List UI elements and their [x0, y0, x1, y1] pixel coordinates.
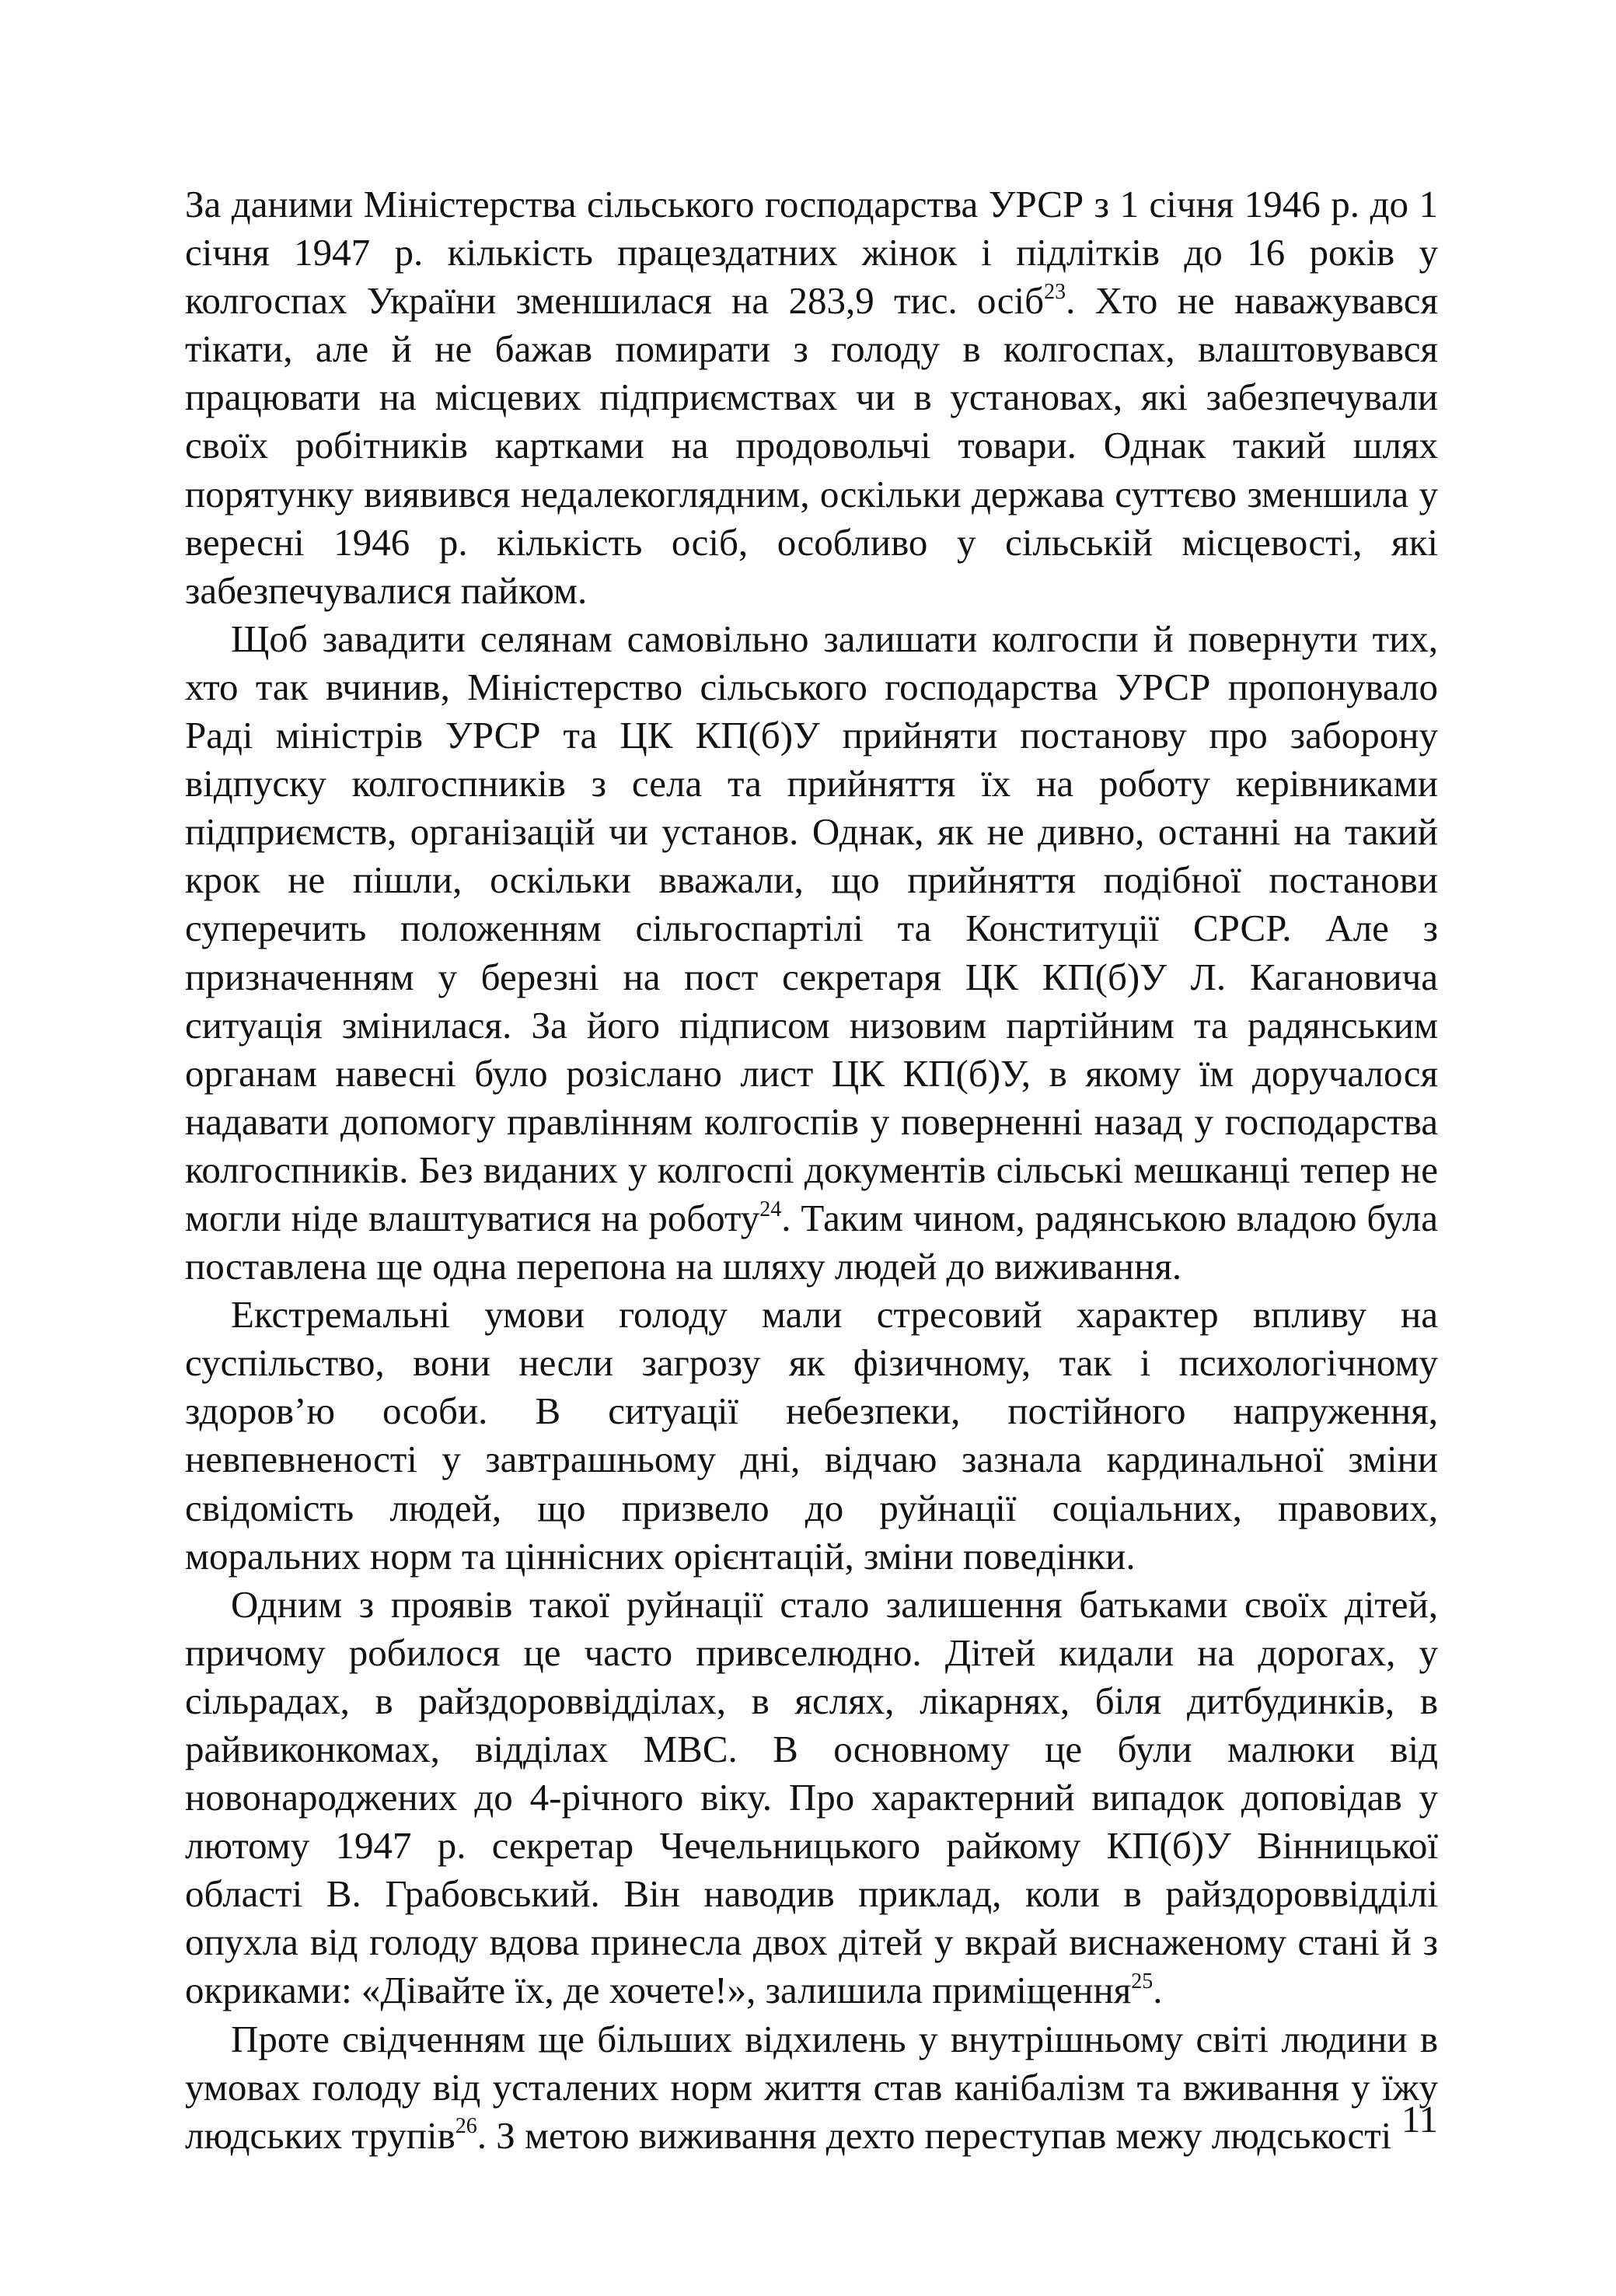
paragraph: Одним з проявів такої руйнації стало залишення батьками своїх дітей, причому робилося це часто привселюдно. Дітей кидали на дорогах, у сільрадах, в райздороввідділах, в яслях, лікарнях, біля дитбудинків, в райвиконкомах, відділах МВС. В основному це були малюки від новонароджених до 4-річного віку. Про характерний випадок доповідав у лютому 1947 р. секретар Чечельницького райкому КП(б)У Вінницької області В. Грабовський. Він наводив приклад, коли в райздороввідділі опухла від голоду вдова принесла двох дітей у вкрай виснаженому стані й з окриками: «Дівайте їх, де хочете!», залишила приміщення$^{25}$. [185, 1582, 1438, 2012]
page-number: 11 [1401, 2098, 1438, 2140]
paragraph: За даними Міністерства сільського господарства УРСР з 1 січня 1946 р. до 1 січня 1947 р. кількість працездатних жінок і підлітків до 16 років у колгоспах України зменшилася на 283,9 тис. осіб$^{23}$. Хто не наважувався тікати, але й не бажав помирати з голоду в колгоспах, влаштовувався працювати на місцевих підприємствах чи в установах, які забезпечували своїх робітників картками на продовольчі товари. Однак такий шлях порятунку виявився недалекоглядним, оскільки держава суттєво зменшила у вересні 1946 р. кількість осіб, особливо у сільській місцевості, які забезпечувалися пайком. [185, 183, 1438, 612]
footnote-ref: 25 [1131, 1969, 1154, 1994]
footnote-ref: 23 [1044, 279, 1066, 304]
paragraph: Проте свідченням ще більших відхилень у внутрішньому світі людини в умовах голоду від усталених норм життя став канібалізм та вживання у їжу людських трупів$^{26}$. З метою виживання дехто переступав межу людськості [185, 2017, 1438, 2157]
footnote-ref: 24 [759, 1197, 782, 1221]
paragraph: Екстремальні умови голоду мали стресовий характер впливу на суспільство, вони несли загрозу як фізичному, так і психологічному здоров’ю особи. В ситуації небезпеки, постійного напруження, невпевненості у завтрашньому дні, відчаю зазнала кардинальної зміни свідомість людей, що призвело до руйнації соціальних, правових, моральних норм та ціннісних орієнтацій, зміни поведінки. [185, 1293, 1438, 1578]
paragraph: Щоб завадити селянам самовільно залишати колгоспи й повернути тих, хто так вчинив, Міністерство сільського господарства УРСР пропонувало Раді міністрів УРСР та ЦК КП(б)У прийняти постанову про заборону відпуску колгоспників з села та прийняття їх на роботу керівниками підприємств, організацій чи установ. Однак, як не дивно, останні на такий крок не пішли, оскільки вважали, що прийняття подібної постанови суперечить положенням сільгоспартілі та Конституції СРСР. Але з призначенням у березні на пост секретаря ЦК КП(б)У Л. Кагановича ситуація змінилася. За його підписом низовим партійним та радянським органам навесні було розіслано лист ЦК КП(б)У, в якому їм доручалося надавати допомогу правлінням колгоспів у поверненні назад у господарства колгоспників. Без виданих у колгоспі документів сільські мешканці тепер не могли ніде влаштуватися на роботу$^{24}$. Таким чином, радянською владою була поставлена ще одна перепона на шляху людей до виживання. [185, 617, 1438, 1288]
footnote-ref: 26 [455, 2114, 477, 2139]
body-text [185, 180, 1438, 2160]
